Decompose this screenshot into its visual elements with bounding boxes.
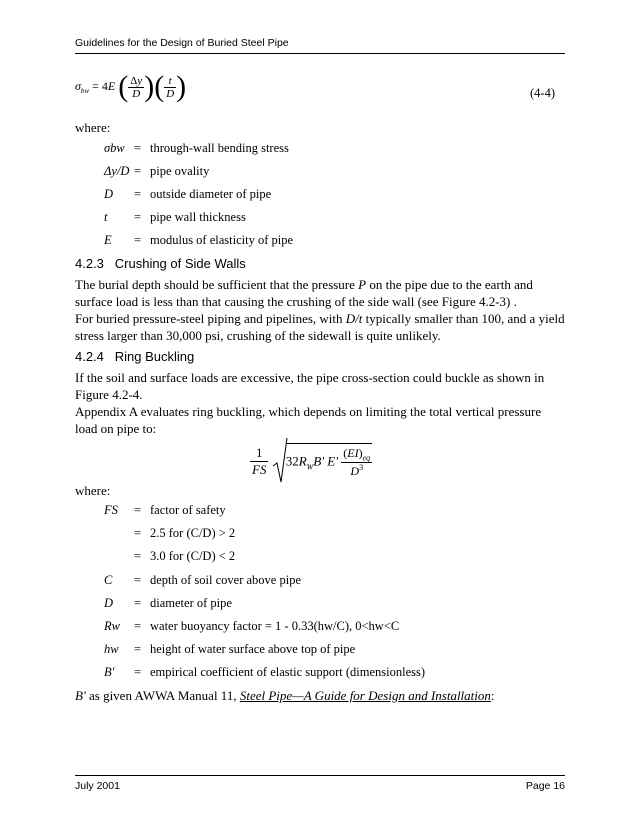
equation-number: (4-4) <box>530 86 555 100</box>
definition-equals: = <box>134 164 142 178</box>
definition-equals: = <box>134 210 142 224</box>
section-title: Crushing of Side Walls <box>114 256 246 271</box>
definition-equals: = <box>134 572 142 587</box>
definition-text: diameter of pipe <box>150 595 232 610</box>
definition-row <box>104 141 564 159</box>
definition-symbol: D <box>104 595 114 610</box>
definition-symbol: E <box>104 233 112 247</box>
definition-row <box>104 164 564 182</box>
definition-text: through-wall bending stress <box>150 141 289 155</box>
definition-row <box>104 596 564 614</box>
definition-equals: = <box>134 619 142 633</box>
section-title: Ring Buckling <box>114 349 195 364</box>
definition-symbol: hw <box>104 642 119 657</box>
definition-row <box>104 233 564 251</box>
definition-row <box>104 665 564 683</box>
paragraph: If the soil and surface loads are excessive, the pipe cross-section could buckle as shown in Figure 4.2-4. <box>75 370 545 402</box>
definition-equals: = <box>134 665 142 680</box>
definition-row <box>104 549 564 567</box>
definition-equals: = <box>134 141 142 155</box>
definition-text: pipe wall thickness <box>150 210 246 224</box>
definition-symbol: FS <box>104 503 118 517</box>
paragraph: For buried pressure-steel piping and pipelines, with D/t typically smaller than 100, and a yield stress larger than 30,000 psi, crushing of the sidewall is quite unlikely. <box>75 311 565 343</box>
header-title: Guidelines for the Design of Buried Steel Pipe <box>75 37 289 49</box>
definition-text: height of water surface above top of pipe <box>150 642 356 657</box>
definition-symbol: D <box>104 187 114 201</box>
definition-text: factor of safety <box>150 503 226 517</box>
definition-equals: = <box>134 642 142 657</box>
equation-4-4: $\sigma_{bw} = 4E$ ( $\frac{\Delta y}{D}$ )( $\frac{t}{D}$ ) <box>75 70 187 103</box>
definition-row <box>104 526 564 544</box>
page-header <box>75 37 565 54</box>
definition-symbol: C <box>104 572 113 587</box>
section-number: 4.2.4 <box>75 349 104 364</box>
page-footer <box>75 775 565 792</box>
ring-buckling-equation: $\frac{1}{FS}$ $32R_WB'$ E' $\frac{(EI)_{eq}}{D^3}$ <box>250 436 372 486</box>
section-heading-4-2-4 <box>75 349 194 364</box>
definition-text: depth of soil cover above pipe <box>150 572 301 587</box>
section-heading-4-2-3 <box>75 256 246 271</box>
definition-text: 2.5 for (C/D) > 2 <box>150 526 236 541</box>
definition-row <box>104 619 564 637</box>
definition-equals: = <box>134 526 142 541</box>
definition-equals: = <box>134 503 142 517</box>
definition-symbol: σbw <box>104 141 125 155</box>
definition-symbol: Rw <box>104 619 120 633</box>
definition-equals: = <box>134 187 142 201</box>
definition-row <box>104 503 564 521</box>
definition-text: empirical coefficient of elastic support (dimensionless) <box>150 665 426 680</box>
definition-symbol: B' <box>104 665 115 680</box>
section-number: 4.2.3 <box>75 256 104 271</box>
definition-text: outside diameter of pipe <box>150 187 272 201</box>
definition-symbol: t <box>104 210 108 224</box>
where-label: where: <box>75 120 111 135</box>
footer-date: July 2001 <box>75 780 120 792</box>
definition-text: pipe ovality <box>150 164 210 178</box>
definition-text: water buoyancy factor = 1 - 0.33(hw/C), 0<hw<C <box>150 619 400 633</box>
definition-text: 3.0 for (C/D) < 2 <box>150 549 236 564</box>
definition-row <box>104 210 564 228</box>
definition-equals: = <box>134 549 142 564</box>
definition-equals: = <box>134 595 142 610</box>
where-label: where: <box>75 483 111 498</box>
definition-row <box>104 642 564 660</box>
final-line: B' as given AWWA Manual 11, Steel Pipe—A Guide for Design and Installation: <box>75 688 495 703</box>
footer-page: Page 16 <box>525 780 565 792</box>
definition-text: modulus of elasticity of pipe <box>150 233 294 247</box>
definition-row <box>104 187 564 205</box>
definition-symbol: Δy/D <box>104 164 130 178</box>
paragraph: Appendix A evaluates ring buckling, which depends on limiting the total vertical pressure load on pipe to: <box>75 404 542 436</box>
definition-row <box>104 573 564 591</box>
definition-equals: = <box>134 233 142 247</box>
paragraph: The burial depth should be sufficient that the pressure P on the pipe due to the earth and surface load is less than that causing the crushing of the side wall (see Figure 4.2-3) . <box>75 277 533 309</box>
